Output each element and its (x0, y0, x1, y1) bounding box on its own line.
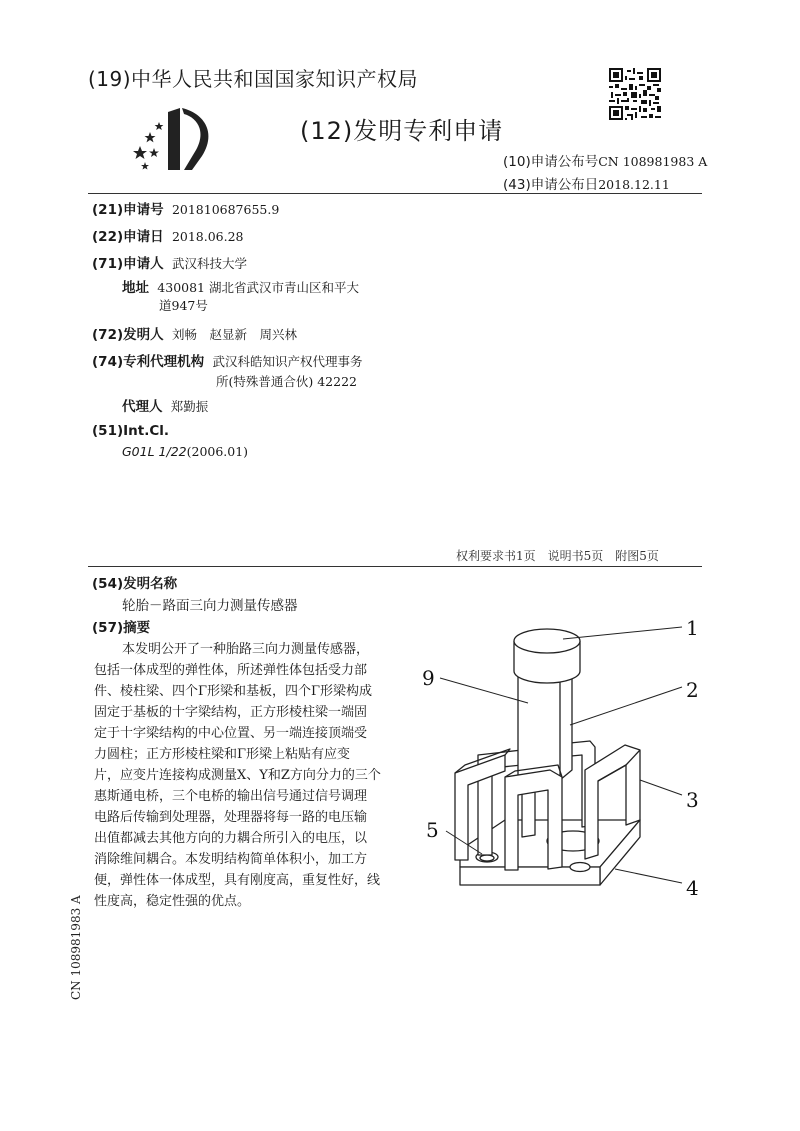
intcl-version: (2006.01) (186, 444, 249, 459)
side-publication-id: CN 108981983 A (69, 895, 83, 1000)
application-number-value: 201810687655.9 (171, 202, 280, 217)
application-date-row (92, 225, 244, 245)
abstract-line: 惠斯通电桥，三个电桥的输出信号通过信号调理 (94, 789, 368, 804)
figure-label-3: 3 (686, 788, 699, 812)
figure-label-1: 1 (686, 616, 699, 640)
abstract-line: 消除维间耦合。本发明结构简单体积小，加工方 (94, 852, 368, 867)
top-cylinder (514, 629, 580, 653)
publication-number-row (503, 150, 707, 170)
abstract-line: 性度高，稳定性强的优点。 (94, 894, 251, 909)
intcl-label: (51)Int.Cl. (92, 423, 170, 439)
abstract-line: 件、棱柱梁、四个Γ形梁和基板，四个Γ形梁构成 (94, 684, 373, 699)
invention-title-label: (54)发明名称 (92, 576, 178, 592)
application-number-label: (21)申请号 (92, 202, 164, 218)
application-number-row (92, 198, 279, 218)
page-counts: 权利要求书1页 说明书5页 附图5页 (456, 549, 659, 563)
address-row (122, 276, 359, 296)
publication-date-value: 2018.12.11 (598, 177, 670, 192)
applicant-row (92, 252, 247, 272)
application-date-label: (22)申请日 (92, 229, 164, 245)
application-date-value: 2018.06.28 (171, 229, 244, 244)
agent-label: 代理人 (122, 399, 163, 415)
abstract-line: 电路后传输到处理器，处理器将每一路的电压输 (94, 810, 368, 825)
address-line-1: 430081 湖北省武汉市青山区和平大 (157, 280, 359, 295)
abstract-line: 片，应变片连接构成测量X、Y和Z方向分力的三个 (94, 768, 381, 783)
agency-line-1: 武汉科皓知识产权代理事务 (212, 354, 363, 369)
address-line-2: 道947号 (159, 298, 208, 313)
intcl-class: G01L 1/22 (122, 444, 187, 459)
abstract-divider (88, 566, 702, 567)
sensor-figure (410, 605, 710, 905)
agent-row (122, 395, 208, 415)
abstract-line: 本发明公开了一种胎路三向力测量传感器， (122, 642, 370, 657)
intcl-classification (122, 444, 248, 460)
cnipa-logo-icon (128, 106, 218, 170)
inventor-label: (72)发明人 (92, 327, 164, 343)
applicant-label: (71)申请人 (92, 256, 164, 272)
figure-label-9: 9 (422, 666, 435, 690)
invention-title: 轮胎－路面三向力测量传感器 (122, 598, 298, 614)
figure-label-5: 5 (426, 818, 439, 842)
abstract-label: (57)摘要 (92, 620, 151, 636)
abstract-line: 出值都减去其他方向的力耦合所引入的电压，以 (94, 831, 368, 846)
abstract-line: 固定于基板的十字梁结构，正方形棱柱梁一端固 (94, 705, 368, 720)
qr-code-icon (609, 68, 661, 120)
applicant-value: 武汉科技大学 (171, 256, 247, 271)
agency-row (92, 350, 362, 370)
agency-continuation (216, 372, 357, 390)
inventor-value: 刘畅 赵显新 周兴林 (171, 327, 297, 342)
address-continuation (159, 296, 208, 314)
address-label: 地址 (122, 280, 149, 296)
publication-number-label: (10)申请公布号 (503, 154, 599, 170)
abstract-line: 定于十字梁结构的中心位置、另一端连接顶端受 (94, 726, 368, 741)
agency-line-2: 所(特殊普通合伙) 42222 (216, 374, 357, 389)
document-type-title: (12)发明专利申请 (300, 117, 504, 145)
agency-label: (74)专利代理机构 (92, 354, 205, 370)
publication-date-label: (43)申请公布日 (503, 177, 599, 193)
intcl-row (92, 423, 169, 439)
office-title: (19)中华人民共和国国家知识产权局 (88, 67, 419, 91)
publication-date-row (503, 173, 670, 193)
figure-label-4: 4 (686, 876, 699, 900)
header-divider (88, 193, 702, 194)
inventor-row (92, 323, 297, 343)
abstract-line: 包括一体成型的弹性体，所述弹性体包括受力部 (94, 663, 368, 678)
abstract-line: 便，弹性体一体成型，具有刚度高，重复性好，线 (94, 873, 381, 888)
abstract-line: 力圆柱；正方形棱柱梁和Γ形梁上粘贴有应变 (94, 747, 351, 762)
figure-label-2: 2 (686, 678, 699, 702)
publication-number-value: CN 108981983 A (598, 154, 708, 169)
mount-hole-right (570, 863, 590, 872)
agent-value: 郑勤振 (170, 399, 209, 414)
